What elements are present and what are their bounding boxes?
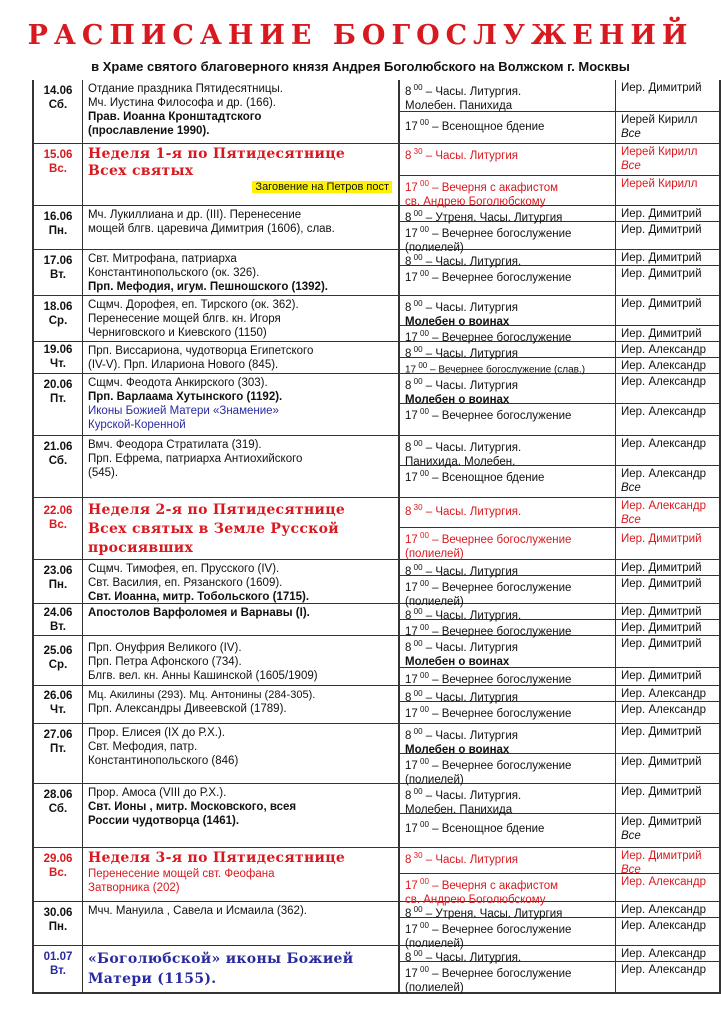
service-cell: 8 $^{00}$ – Часы. Литургия 17 $^{00}$ – Вечернее богослужение (полиелей) [400, 560, 616, 604]
priest-cell: Иерей Кирилл Все Иерей Кирилл [616, 144, 721, 206]
service-cell: 8 $^{00}$ – Утреня. Часы. Литургия 17 $^{00}$ – Вечернее богослужение (полиелей) [400, 206, 616, 250]
date-cell: 24.06 Вт. [32, 604, 83, 636]
service-cell: 8 $^{30}$ – Часы. Литургия 17 $^{00}$ – Вечерня с акафистом св. Андрею Боголюбскому [400, 144, 616, 206]
service-cell: 8 $^{00}$ – Часы. Литургия. 17 $^{00}$ – Вечернее богослужение [400, 604, 616, 636]
feast-cell: Отдание праздника Пятидесятницы. Мч. Иустина Философа и др. (166). Прав. Иоанна Кронштадтского (прославление 1990). [83, 80, 400, 144]
priest-cell: Иер. Александр Иер. Александр [616, 374, 721, 436]
day-row [32, 144, 721, 206]
date-cell: 16.06 Пн. [32, 206, 83, 250]
priest-cell: Иер. Димитрий Иер. Димитрий [616, 296, 721, 342]
priest-cell: Иер. Димитрий Иер. Димитрий [616, 636, 721, 686]
day-row [32, 342, 721, 374]
date-cell: 23.06 Пн. [32, 560, 83, 604]
service-cell: 8 $^{00}$ – Утреня. Часы. Литургия 17 $^{00}$ – Вечернее богослужение (полиелей) [400, 902, 616, 946]
date-cell: 15.06 Вс. [32, 144, 83, 206]
priest-cell: Иер. Димитрий Иер. Димитрий [616, 604, 721, 636]
service-cell: 8 $^{00}$ – Часы. Литургия. 17 $^{00}$ – Вечернее богослужение (полиелей) [400, 946, 616, 994]
day-row [32, 946, 721, 994]
service-cell: 8 $^{00}$ – Часы. Литургия 17 $^{00}$ – Вечернее богослужение (слав.) [400, 342, 616, 374]
page-subtitle: в Храме святого благоверного князя Андрея Боголюбского на Волжском г. Москвы [91, 59, 630, 74]
priest-cell: Иер. Александр Все Иер. Димитрий [616, 498, 721, 560]
service-cell: 8 $^{00}$ – Часы. Литургия. Молебен. Панихида 17 $^{00}$ – Всенощное бдение [400, 784, 616, 848]
feast-cell: Прор. Елисея (IX до Р.Х.). Свт. Мефодия, патр. Константинопольского (846) [83, 724, 400, 784]
day-row [32, 206, 721, 254]
feast-cell: Неделя 1-я по Пятидесятнице Всех святых Заговение на Петров пост [83, 144, 400, 206]
day-row [32, 848, 721, 906]
date-cell: 19.06 Чт. [32, 342, 83, 374]
day-row [32, 80, 721, 144]
feast-cell: Прп. Онуфрия Великого (IV). Прп. Петра Афонского (734). Блгв. вел. кн. Анны Кашинской (1605/1909) [83, 636, 400, 686]
page-title: РАСПИСАНИЕ БОГОСЛУЖЕНИЙ [27, 20, 694, 51]
day-row [32, 784, 721, 848]
feast-cell: Мч. Лукиллиана и др. (III). Перенесение мощей блгв. царевича Димитрия (1606), слав. [83, 206, 400, 250]
feast-cell: «Боголюбской» иконы Божией Матери (1155). [83, 946, 400, 994]
feast-cell: Вмч. Феодора Стратилата (319). Прп. Ефрема, патриарха Антиохийского (545). [83, 436, 400, 498]
feast-cell: Сщмч. Дорофея, еп. Тирского (ок. 362). Перенесение мощей блгв. кн. Игоря Черниговского и Киевского (1150) [83, 296, 400, 342]
priest-cell: Иер. Александр Иер. Александр [616, 342, 721, 374]
day-row [32, 902, 721, 950]
service-cell: 8 $^{00}$ – Часы. Литургия 17 $^{00}$ – Вечернее богослужение [400, 686, 616, 724]
priest-cell: Иер. Димитрий Иер. Димитрий [616, 206, 721, 250]
priest-cell: Иер. Александр Иер. Александр [616, 946, 721, 994]
feast-cell: Мчч. Мануила , Савела и Исмаила (362). [83, 902, 400, 946]
date-cell: 29.06 Вс. [32, 848, 83, 902]
service-cell: 8 $^{00}$ – Часы. Литургия Молебен о воинах 17 $^{00}$ – Вечернее богослужение (полиелей) [400, 724, 616, 784]
day-row [32, 498, 721, 560]
day-row [32, 296, 721, 342]
date-cell: 26.06 Чт. [32, 686, 83, 724]
priest-cell: Иер. Димитрий Все Иер. Александр [616, 848, 721, 902]
service-cell: 8 $^{00}$ – Часы. Литургия. 17 $^{00}$ – Вечернее богослужение [400, 250, 616, 296]
day-row [32, 560, 721, 608]
priest-cell: Иер. Димитрий Иер. Димитрий Все [616, 784, 721, 848]
priest-cell: Иер. Димитрий Иер. Димитрий [616, 724, 721, 784]
day-row [32, 250, 721, 296]
feast-cell: Свт. Митрофана, патриарха Константинопольского (ок. 326). Прп. Мефодия, игум. Пешношского (1392). [83, 250, 400, 296]
date-cell: 18.06 Ср. [32, 296, 83, 342]
feast-cell: Сщмч. Тимофея, еп. Прусского (IV). Свт. Василия, еп. Рязанского (1609). Свт. Иоанна, митр. Тобольского (1715). [83, 560, 400, 604]
service-cell: 8 $^{00}$ – Часы. Литургия. Панихида. Молебен. 17 $^{00}$ – Всенощное бдение [400, 436, 616, 498]
date-cell: 27.06 Пт. [32, 724, 83, 784]
feast-cell: Прор. Амоса (VIII до Р.Х.). Свт. Ионы , митр. Московского, всея России чудотворца (1461). [83, 784, 400, 848]
feast-cell: Мц. Акилины (293). Мц. Антонины (284-305). Прп. Александры Дивеевской (1789). [83, 686, 400, 724]
priest-cell: Иер. Димитрий Иерей Кирилл Все [616, 80, 721, 144]
priest-cell: Иер. Александр Иер. Александр Все [616, 436, 721, 498]
feast-cell: Неделя 2-я по Пятидесятнице Всех святых в Земле Русской просиявших [83, 498, 400, 560]
date-cell: 28.06 Сб. [32, 784, 83, 848]
day-row [32, 636, 721, 686]
priest-cell: Иер. Димитрий Иер. Димитрий [616, 250, 721, 296]
date-cell: 17.06 Вт. [32, 250, 83, 296]
feast-cell: Прп. Виссариона, чудотворца Египетского (IV-V). Прп. Илариона Нового (845). [83, 342, 400, 374]
feast-cell: Неделя 3-я по Пятидесятнице Перенесение мощей свт. Феофана Затворника (202) [83, 848, 400, 902]
service-cell: 8 $^{00}$ – Часы. Литургия Молебен о воинах 17 $^{00}$ – Вечернее богослужение [400, 296, 616, 342]
service-cell: 8 $^{00}$ – Часы. Литургия Молебен о воинах 17 $^{00}$ – Вечернее богослужение [400, 636, 616, 686]
day-row [32, 436, 721, 498]
feast-cell: Апостолов Варфоломея и Варнавы (I). [83, 604, 400, 636]
priest-cell: Иер. Александр Иер. Александр [616, 686, 721, 724]
date-cell: 20.06 Пт. [32, 374, 83, 436]
day-row [32, 374, 721, 436]
service-cell: 8 $^{00}$ – Часы. Литургия. Молебен. Панихида 17 $^{00}$ – Всенощное бдение [400, 80, 616, 144]
date-cell: 25.06 Ср. [32, 636, 83, 686]
service-cell: 8 $^{30}$ – Часы. Литургия. 17 $^{00}$ – Вечернее богослужение (полиелей) [400, 498, 616, 560]
day-row [32, 724, 721, 784]
date-cell: 01.07 Вт. [32, 946, 83, 994]
date-cell: 14.06 Сб. [32, 80, 83, 144]
priest-cell: Иер. Димитрий Иер. Димитрий [616, 560, 721, 604]
day-row [32, 604, 721, 636]
fast-notice: Заговение на Петров пост [252, 181, 392, 193]
service-cell: 8 $^{00}$ – Часы. Литургия Молебен о воинах 17 $^{00}$ – Вечернее богослужение [400, 374, 616, 436]
feast-cell: Сщмч. Феодота Анкирского (303). Прп. Варлаама Хутынского (1192). Иконы Божией Матери «Знамение» Курской-Коренной [83, 374, 400, 436]
date-cell: 30.06 Пн. [32, 902, 83, 946]
day-row [32, 686, 721, 724]
date-cell: 22.06 Вс. [32, 498, 83, 560]
priest-cell: Иер. Александр Иер. Александр [616, 902, 721, 946]
date-cell: 21.06 Сб. [32, 436, 83, 498]
service-cell: 8 $^{30}$ – Часы. Литургия 17 $^{00}$ – Вечерня с акафистом св. Андрею Боголюбскому [400, 848, 616, 902]
